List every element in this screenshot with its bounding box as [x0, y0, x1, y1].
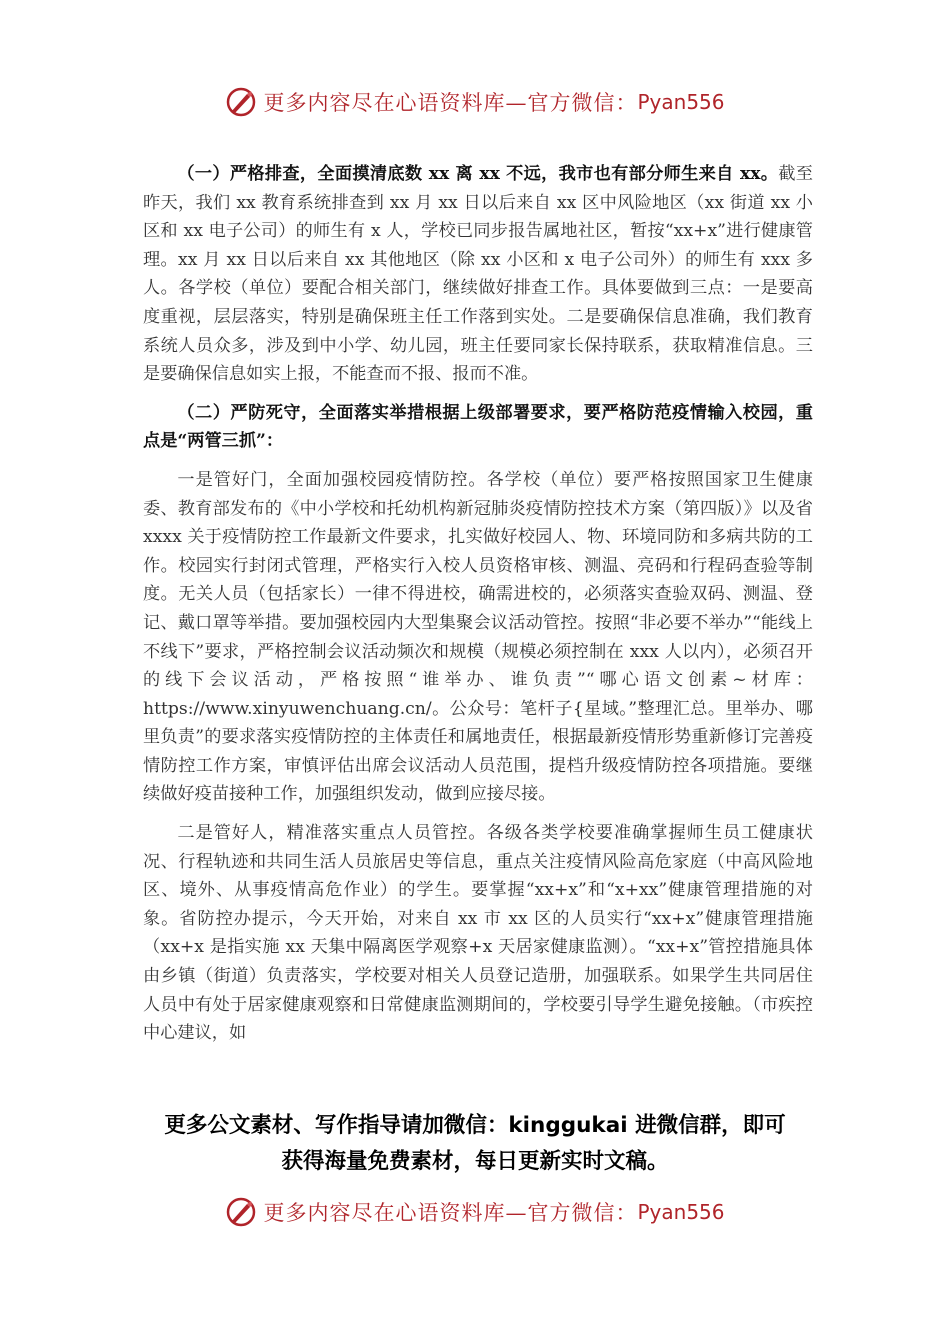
banner-text: 更多内容尽在心语资料库—官方微信： — [263, 1201, 638, 1225]
logo-icon — [225, 1196, 257, 1228]
banner-text: 更多内容尽在心语资料库—官方微信： — [263, 91, 638, 115]
header-banner — [0, 82, 950, 122]
section-1-heading: （一）严格排查，全面摸清底数 xx 离 xx 不远，我市也有部分师生来自 xx。 — [177, 164, 779, 184]
paragraph-guard-gate: 一是管好门，全面加强校园疫情防控。各学校（单位）要严格按照国家卫生健康委、教育部发布的《中小学校和托幼机构新冠肺炎疫情防控技术方案（第四版）》以及省 xxxx 关于疫情防控工作最新文件要求，扎实做好校园人、物、环境同防和多病共防的工作。校园实行封闭式管理，严格实行入校人员资格审核、测温、亮码和行程码查验等制度。无关人员（包括家长）一律不得进校，确需进校的，必须落实查验双码、测温、登记、戴口罩等举措。要加强校园内大型集聚会议活动管控。按照“非必要不举办”“能线上不线下”要求，严格控制会议活动频次和规模（规模必须控制在 xxx 人以内），必须召开的线下会议活动，严格按照“谁举办、谁负责”“哪心语文创素~材库：https://www.xinyuwenchuang.cn/。公众号：笔杆子{星域。”整理汇总。里举办、哪里负责”的要求落实疫情防控的主体责任和属地责任，根据最新疫情形势重新修订完善疫情防控工作方案，审慎评估出席会议活动人员范围，提档升级疫情防控各项措施。要继续做好疫苗接种工作，加强组织发动，做到应接尽接。 — [143, 469, 813, 805]
promo-notice — [0, 1108, 950, 1180]
section-1-body: 截至昨天，我们 xx 教育系统排查到 xx 月 xx 日以后来自 xx 区中风险地区（xx 街道 xx 小区和 xx 电子公司）的师生有 x 人，学校已同步报告属地社区，暂按“xx+x”进行健康管理。xx 月 xx 日以后来自 xx 其他地区（除 xx 小区和 x 电子公司外）的师生有 xxx 多人。各学校（单位）要配合相关部门，继续做好排查工作。具体要做到三点：一是要高度重视，层层落实，特别是确保班主任工作落到实处。二是要确保信息准确，我们教育系统人员众多，涉及到中小学、幼儿园，班主任要同家长保持联系，获取精准信息。三是要确保信息如实上报，不能查而不报、报而不准。 — [143, 164, 813, 385]
banner-handle: Pyan556 — [637, 90, 725, 114]
promo-line-1: 更多公文素材、写作指导请加微信：kinggukai 进微信群，即可 — [164, 1113, 786, 1138]
logo-icon — [225, 86, 257, 118]
paragraph-manage-people: 二是管好人，精准落实重点人员管控。各级各类学校要准确掌握师生员工健康状况、行程轨迹和共同生活人员旅居史等信息，重点关注疫情风险高危家庭（中高风险地区、境外、从事疫情高危作业）的学生。要掌握“xx+x”和“x+xx”健康管理措施的对象。省防控办提示，今天开始，对来自 xx 市 xx 区的人员实行“xx+x”健康管理措施（xx+x 是指实施 xx 天集中隔离医学观察+x 天居家健康监测）。“xx+x”管控措施具体由乡镇（街道）负责落实，学校要对相关人员登记造册，加强联系。如果学生共同居住人员中有处于居家健康观察和日常健康监测期间的，学校要引导学生避免接触。（市疾控中心建议，如 — [143, 823, 813, 1044]
banner-handle: Pyan556 — [637, 1200, 725, 1224]
promo-line-2: 获得海量免费素材，每日更新实时文稿。 — [281, 1149, 669, 1174]
section-1 — [143, 160, 813, 389]
footer-banner — [0, 1192, 950, 1232]
section-2-heading: （二）严防死守，全面落实举措根据上级部署要求，要严格防范疫情输入校园，重点是“两管三抓”： — [143, 402, 813, 452]
section-2 — [143, 399, 813, 456]
document-body — [143, 160, 813, 1058]
